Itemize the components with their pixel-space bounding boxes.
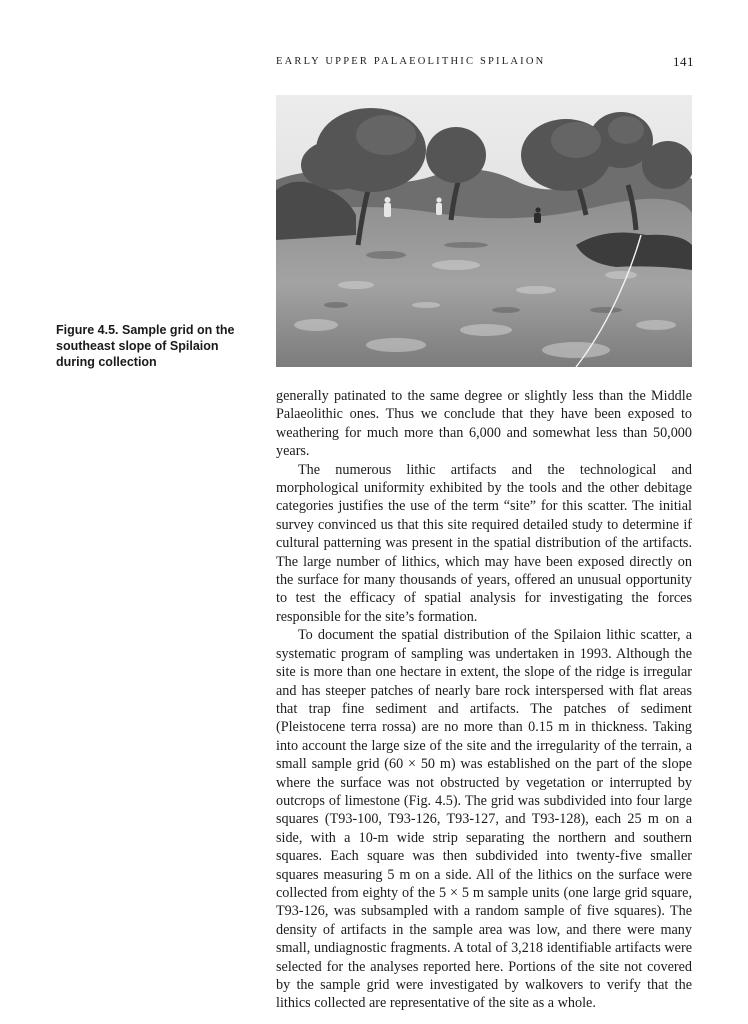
paragraph-3: To document the spatial distribution of the Spilaion lithic scatter, a systematic program of sampling was undertaken in 1993. Although the site is more than one hectare in extent, the slope of the ridge is irregular and has steeper patches of nearly bare rock interspersed with flat areas that trap fine sediment and artifacts. The patches of sediment (Pleistocene terra rossa) are no more than 0.15 m in thickness. Taking into account the large size of the site and the irregularity of the terrain, a small sample grid (60 × 50 m) was established on the part of the slope where the surface was not obstructed by vegetation or interrupted by outcrops of limestone (Fig. 4.5). The grid was subdivided into four large squares (T93-100, T93-126, T93-127, and T93-128), each 25 m on a side, with a 10-m wide strip separating the northern and southern squares. Each square was then subdivided into twenty-five smaller squares measuring 5 m on a side. All of the lithics on the surface were collected from eighty of the 5 × 5 m sample units (one large grid square, T93-126, was subsampled with a random sample of five squares). The density of artifacts in the sample area was low, and there were many small, undiagnostic fragments. A total of 3,218 identifiable artifacts were selected for the analyses reported here. Portions of the site not covered by the sample grid were investigated by walkovers to verify that the lithics collected are representative of the site as a whole. — [276, 627, 692, 1012]
paragraph-1: generally patinated to the same degree or slightly less than the Middle Palaeolithic ones. Thus we conclude that they have been exposed to weathering for much more than 6,000 and somewhat less than 50,000 years. — [276, 388, 692, 460]
figure-photo — [276, 95, 692, 367]
page-number: 141 — [673, 54, 694, 69]
running-head: EARLY UPPER PALAEOLITHIC SPILAION — [276, 56, 546, 67]
figure-caption: Figure 4.5. Sample grid on the southeast slope of Spilaion during collection — [56, 323, 235, 369]
body-text — [276, 387, 692, 1013]
paragraph-2: The numerous lithic artifacts and the technological and morphological uniformity exhibited by the tools and the other debitage categories justifies the use of the term “site” for this scatter. The initial survey convinced us that this site required detailed study to determine if cultural patterning was present in the spatial distribution of the artifacts. The large number of lithics, which may have been exposed directly on the surface for many thousands of years, offered an unusual opportunity to test the efficacy of spatial analysis for investigating the forces responsible for the site’s formation. — [276, 461, 692, 625]
